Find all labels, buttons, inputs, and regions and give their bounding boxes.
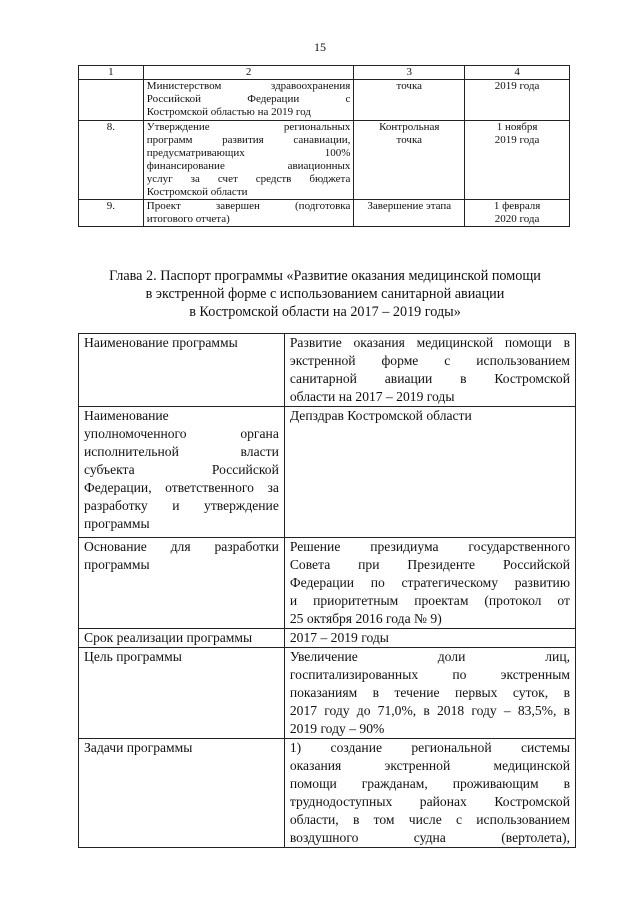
row-number [79,80,144,121]
value-line: области, в том числе с использованием [289,812,570,827]
goal-label: Цель программы [79,648,285,739]
deadline-line: 2019 года [494,134,540,146]
event-line: Министерством здравоохранения [146,80,351,92]
chapter-title [80,267,570,321]
event-line: итогового отчета) [146,213,230,225]
deadline-cell [465,200,570,227]
deadline-line: 1 ноября [496,121,538,133]
event-line: программ развития санавиации, [146,134,351,146]
row-number: 8. [79,121,144,200]
value-line: санитарной авиации в Костромской [289,371,570,386]
value-line: экстренной форме с использованием [289,353,570,368]
value-line: 25 октября 2016 года № 9) [289,611,442,626]
authority-value: Депздрав Костромской области [284,407,575,538]
label-line: Наименование [84,408,169,423]
value-line: оказания экстренной медицинской [289,758,570,773]
row-number: 9. [79,200,144,227]
value-line: Федерации по стратегическому развитию [289,575,570,590]
passport-table [78,333,576,848]
column-header: 4 [465,66,570,80]
event-line: предусматривающих 100% [146,147,351,159]
table-row [79,80,570,121]
authority-label [79,407,285,538]
event-line: Российской Федерации с [146,93,351,105]
value-line: показаниям в течение первых суток, в [289,685,570,700]
event-cell [143,80,354,121]
term-label: Срок реализации программы [79,629,285,648]
goal-value [284,648,575,739]
value-line: Увеличение доли лиц, [289,649,570,664]
tasks-value [284,739,575,848]
type-cell: точка [354,80,465,121]
chapter-title-line: Глава 2. Паспорт программы «Развитие оказания медицинской помощи [109,268,541,284]
value-line: области на 2017 – 2019 годы [289,389,455,404]
label-line: программы [84,557,150,572]
value-line: Решение президиума государственного [289,539,570,554]
table-header-row [79,66,570,80]
event-line: Утверждение региональных [146,121,351,133]
table-row [79,407,576,538]
deadline-cell: 2019 года [465,80,570,121]
event-line: финансирование авиационных [146,160,351,172]
table-row [79,648,576,739]
term-value: 2017 – 2019 годы [284,629,575,648]
deadline-cell [465,121,570,200]
value-line: Совета при Президенте Российской [289,557,570,572]
event-line: Костромской области [146,186,248,198]
event-line: Проект завершен (подготовка [146,200,351,212]
column-header: 1 [79,66,144,80]
value-line: воздушного судна (вертолета), [289,830,570,845]
table-row [79,739,576,848]
basis-value [284,538,575,629]
event-line: услуг за счет средств бюджета [146,173,351,185]
value-line: Развитие оказания медицинской помощи в [289,335,570,350]
deadline-line: 1 февраля [493,200,541,212]
chapter-title-line: в экстренной форме с использованием санитарной авиации [145,286,505,302]
deadline-line: 2020 года [494,213,540,225]
event-cell [143,121,354,200]
program-name-label: Наименование программы [79,334,285,407]
column-header: 2 [143,66,354,80]
value-line: госпитализированных по экстренным [289,667,570,682]
type-cell: Завершение этапа [354,200,465,227]
table-row [79,200,570,227]
event-cell [143,200,354,227]
label-line: Основание для разработки [84,539,279,554]
chapter-title-line: в Костромской области на 2017 – 2019 годы» [189,304,461,320]
table-row [79,629,576,648]
value-line: 1) создание региональной системы [289,740,570,755]
value-line: и приоритетным проектам (протокол от [289,593,570,608]
value-line: труднодоступных районах Костромской [289,794,570,809]
label-line: Федерации, ответственного за [84,480,279,495]
type-line: Контрольная [379,121,440,133]
label-line: программы [84,516,150,531]
column-header: 3 [354,66,465,80]
table-row [79,538,576,629]
basis-label [79,538,285,629]
tasks-label: Задачи программы [79,739,285,848]
type-cell [354,121,465,200]
type-line: точка [396,134,423,146]
table-row [79,121,570,200]
label-line: субъекта Российской [84,462,279,477]
table-row [79,334,576,407]
value-line: 2019 году – 90% [289,721,385,736]
program-name-value [284,334,575,407]
schedule-table [78,65,570,227]
label-line: уполномоченного органа [84,426,279,441]
label-line: разработку и утверждение [84,498,279,513]
page-number: 15 [314,40,326,54]
value-line: помощи гражданам, проживающим в [289,776,570,791]
label-line: исполнительной власти [84,444,279,459]
event-line: Костромской областью на 2019 год [146,106,311,118]
value-line: 2017 году до 71,0%, в 2018 году – 83,5%, в [289,703,570,718]
